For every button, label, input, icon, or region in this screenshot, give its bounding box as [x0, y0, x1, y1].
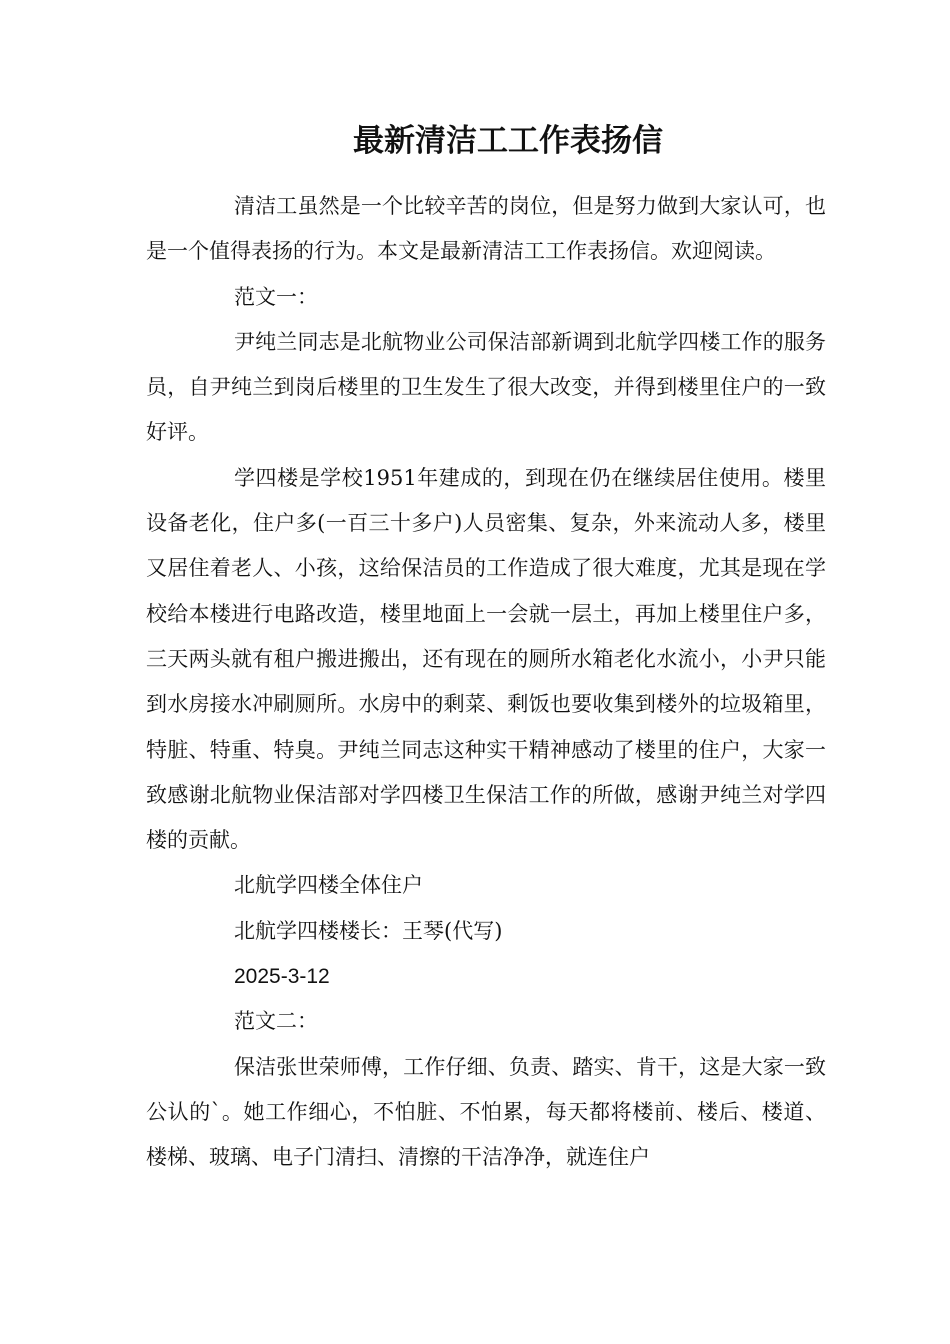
signature-building-head: 北航学四楼楼长：王琴(代写) — [234, 918, 503, 943]
document-title: 最新清洁工工作表扬信 — [353, 123, 663, 159]
sample1-paragraph-1: 尹纯兰同志是北航物业公司保洁部新调到北航学四楼工作的服务员，自尹纯兰到岗后楼里的卫生发生了很大改变，并得到楼里住户的一致好评。 — [146, 329, 826, 445]
sample2-paragraph-1: 保洁张世荣师傅，工作仔细、负责、踏实、肯干，这是大家一致公认的`。她工作细心，不怕脏、不怕累，每天都将楼前、楼后、楼道、楼梯、玻璃、电子门清扫、清擦的干洁净净，就连住户 — [146, 1054, 826, 1170]
letter-date: 2025-3-12 — [234, 965, 330, 989]
document-body — [146, 184, 826, 1181]
sample2-heading: 范文二： — [234, 1009, 318, 1034]
signature-residents: 北航学四楼全体住户 — [234, 873, 423, 898]
intro-paragraph: 清洁工虽然是一个比较辛苦的岗位，但是努力做到大家认可，也是一个值得表扬的行为。本文是最新清洁工工作表扬信。欢迎阅读。 — [146, 194, 826, 264]
sample1-heading: 范文一： — [234, 284, 318, 309]
sample1-paragraph-2: 学四楼是学校1951年建成的，到现在仍在继续居住使用。楼里设备老化，住户多(一百三十多户)人员密集、复杂，外来流动人多，楼里又居住着老人、小孩，这给保洁员的工作造成了很大难度，尤其是现在学校给本楼进行电路改造，楼里地面上一会就一层土，再加上楼里住户多，三天两头就有租户搬进搬出，还有现在的厕所水箱老化水流小，小尹只能到水房接水冲刷厕所。水房中的剩菜、剩饭也要收集到楼外的垃圾箱里，特脏、特重、特臭。尹纯兰同志这种实干精神感动了楼里的住户，大家一致感谢北航物业保洁部对学四楼卫生保洁工作的所做，感谢尹纯兰对学四楼的贡献。 — [146, 465, 826, 853]
